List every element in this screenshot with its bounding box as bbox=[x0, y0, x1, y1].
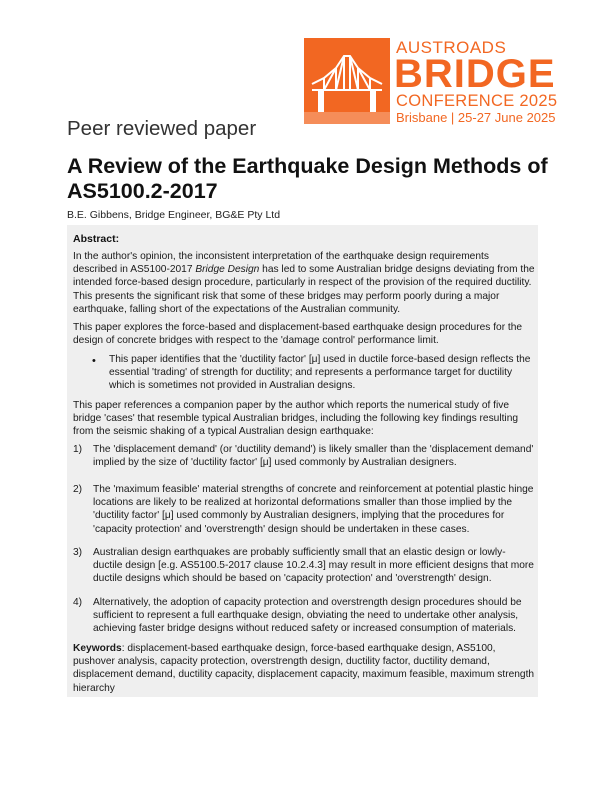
bridge-graphic bbox=[304, 38, 390, 124]
logo-bridge-text: BRIDGE bbox=[394, 52, 556, 96]
finding-text: The 'displacement demand' (or 'ductility demand') is likely smaller than the 'displacement demand' implied by the size of 'ductility factor' [μ] used commonly by Australian designers. bbox=[93, 444, 534, 469]
finding-number: 4) bbox=[73, 597, 83, 608]
bridge-logo-icon bbox=[304, 38, 390, 124]
finding-item-3 bbox=[73, 546, 535, 590]
abstract-bullet: This paper identifies that the 'ductility factor' [μ] used in ductile force-based design reflects the essential 'trading' of strength for ductility; and represents a performance target for ductility which is sometimes not provided in Australian designs. bbox=[109, 354, 531, 392]
finding-text: Australian design earthquakes are probably sufficiently small that an elastic design or lowly-ductile design [e.g. AS5100.5-2017 clause 10.2.4.3] may result in more efficient designs that more ductile designs which should be based on 'capacity protection' and 'overstrength' design. bbox=[93, 547, 534, 585]
paper-title: A Review of the Earthquake Design Methods of AS5100.2-2017 bbox=[67, 154, 548, 203]
abstract-paragraph-1-part-b: has led to some Australian bridge designs deviating from the intended force-based design procedure, particularly in respect of the provision of the required ductility. This presents the significant risk that some of these bridges may perform poorly during a major earthquake, falling short of the expectations of the Australian community. bbox=[73, 264, 535, 315]
finding-text: The 'maximum feasible' material strengths of concrete and reinforcement at potential plastic hinge locations are likely to be realized at horizontal deformations smaller than those implied by the 'ductility factor' [μ] used commonly by Australian designers, implying that the procedures for 'capacity protection' and 'overstrength' design should be undertaken in these cases. bbox=[93, 484, 534, 535]
logo-austroads-text: AUSTROADS bbox=[396, 38, 507, 57]
finding-item-1 bbox=[73, 443, 535, 473]
finding-number: 3) bbox=[73, 547, 83, 558]
logo-location-date: Brisbane | 25-27 June 2025 bbox=[396, 110, 556, 125]
abstract-paragraph-3: This paper references a companion paper by the author which reports the numerical study of five bridge 'cases' that resemble typical Australian bridges, including the following key findings resulting from the seismic shaking of a typical Australian design earthquake: bbox=[73, 400, 519, 438]
keywords-list: : displacement-based earthquake design, force-based earthquake design, AS5100, pushover analysis, capacity protection, overstrength design, ductility factor, ductility demand, displacement demand, ductility capacity, displacement capacity, maximum feasible, maximum strength hierarchy bbox=[73, 643, 535, 694]
abstract-paragraph-1 bbox=[73, 250, 535, 316]
abstract-paragraph-1-italic: Bridge Design bbox=[195, 264, 260, 276]
bullet-marker: • bbox=[92, 355, 96, 367]
conference-logo bbox=[304, 38, 558, 125]
finding-number: 2) bbox=[73, 484, 83, 495]
keywords-label: Keywords bbox=[73, 643, 122, 654]
finding-item-4 bbox=[73, 596, 535, 640]
finding-number: 1) bbox=[73, 444, 83, 455]
abstract-heading: Abstract: bbox=[73, 233, 120, 245]
paper-authors: B.E. Gibbens, Bridge Engineer, BG&E Pty Ltd bbox=[67, 209, 281, 221]
abstract-paragraph-1-part-a: In the author's opinion, the inconsistent interpretation of the earthquake design requirements described in AS5100-2017 bbox=[73, 251, 489, 276]
keywords bbox=[73, 642, 535, 695]
paper-kicker: Peer reviewed paper bbox=[67, 117, 257, 140]
logo-conference-text: CONFERENCE 2025 bbox=[396, 92, 558, 110]
finding-item-2 bbox=[73, 483, 535, 535]
abstract-paragraph-2: This paper explores the force-based and displacement-based earthquake design procedures for the design of concrete bridges with respect to the 'damage control' performance limit. bbox=[73, 322, 523, 347]
finding-text: Alternatively, the adoption of capacity protection and overstrength design procedures should be sufficient to represent a full earthquake design, obviating the need to undertake other analysis, achieving faster bridge designs without reduced safety or increased consumption of materials. bbox=[93, 597, 522, 635]
